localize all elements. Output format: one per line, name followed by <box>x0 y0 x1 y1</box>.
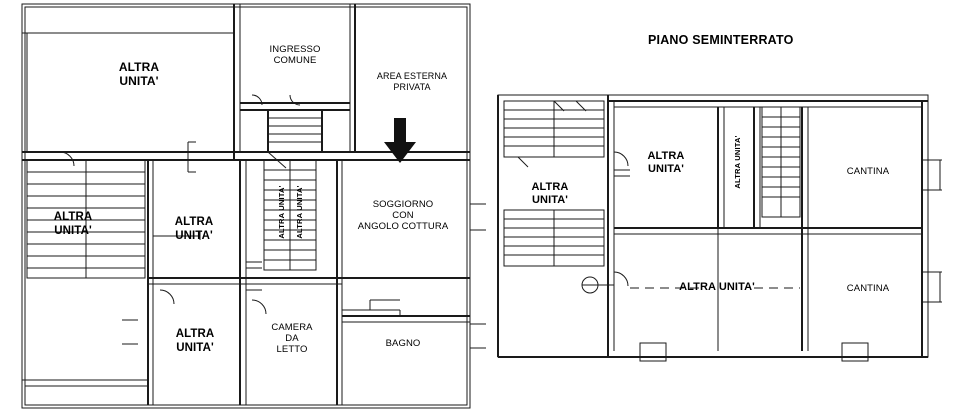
basement-plan-title: PIANO SEMINTERRATO <box>648 33 794 47</box>
room-label-cantina-ne: CANTINA <box>846 166 890 177</box>
room-label-altra-unita-stair-1: ALTRA UNITA' <box>277 185 286 239</box>
room-label-soggiorno: SOGGIORNO CON ANGOLO COTTURA <box>357 199 449 233</box>
room-label-altra-unita-vert: ALTRA UNITA' <box>733 135 742 189</box>
room-label-altra-unita-lower-left: ALTRA UNITA' <box>175 328 215 354</box>
entrance-arrow-icon <box>383 118 417 164</box>
room-label-altra-unita-nord: ALTRA UNITA' <box>647 150 685 175</box>
room-label-area-esterna-privata: AREA ESTERNA PRIVATA <box>376 71 448 92</box>
room-label-ingresso-comune: INGRESSO COMUNE <box>269 44 321 67</box>
room-label-camera-da-letto: CAMERA DA LETTO <box>271 322 313 356</box>
basement-floor-plan <box>490 0 960 415</box>
room-label-altra-unita-sx: ALTRA UNITA' <box>531 181 569 206</box>
room-label-bagno: BAGNO <box>385 338 421 349</box>
basement-linework <box>490 0 960 415</box>
room-label-altra-unita-stair-2: ALTRA UNITA' <box>295 185 304 239</box>
room-label-cantina-se: CANTINA <box>846 283 890 294</box>
room-label-altra-unita-centro: ALTRA UNITA' <box>679 281 755 293</box>
room-label-altra-unita-center: ALTRA UNITA' <box>174 216 214 242</box>
room-label-altra-unita-top: ALTRA UNITA' <box>118 60 160 89</box>
room-label-altra-unita-left: ALTRA UNITA' <box>53 211 93 237</box>
